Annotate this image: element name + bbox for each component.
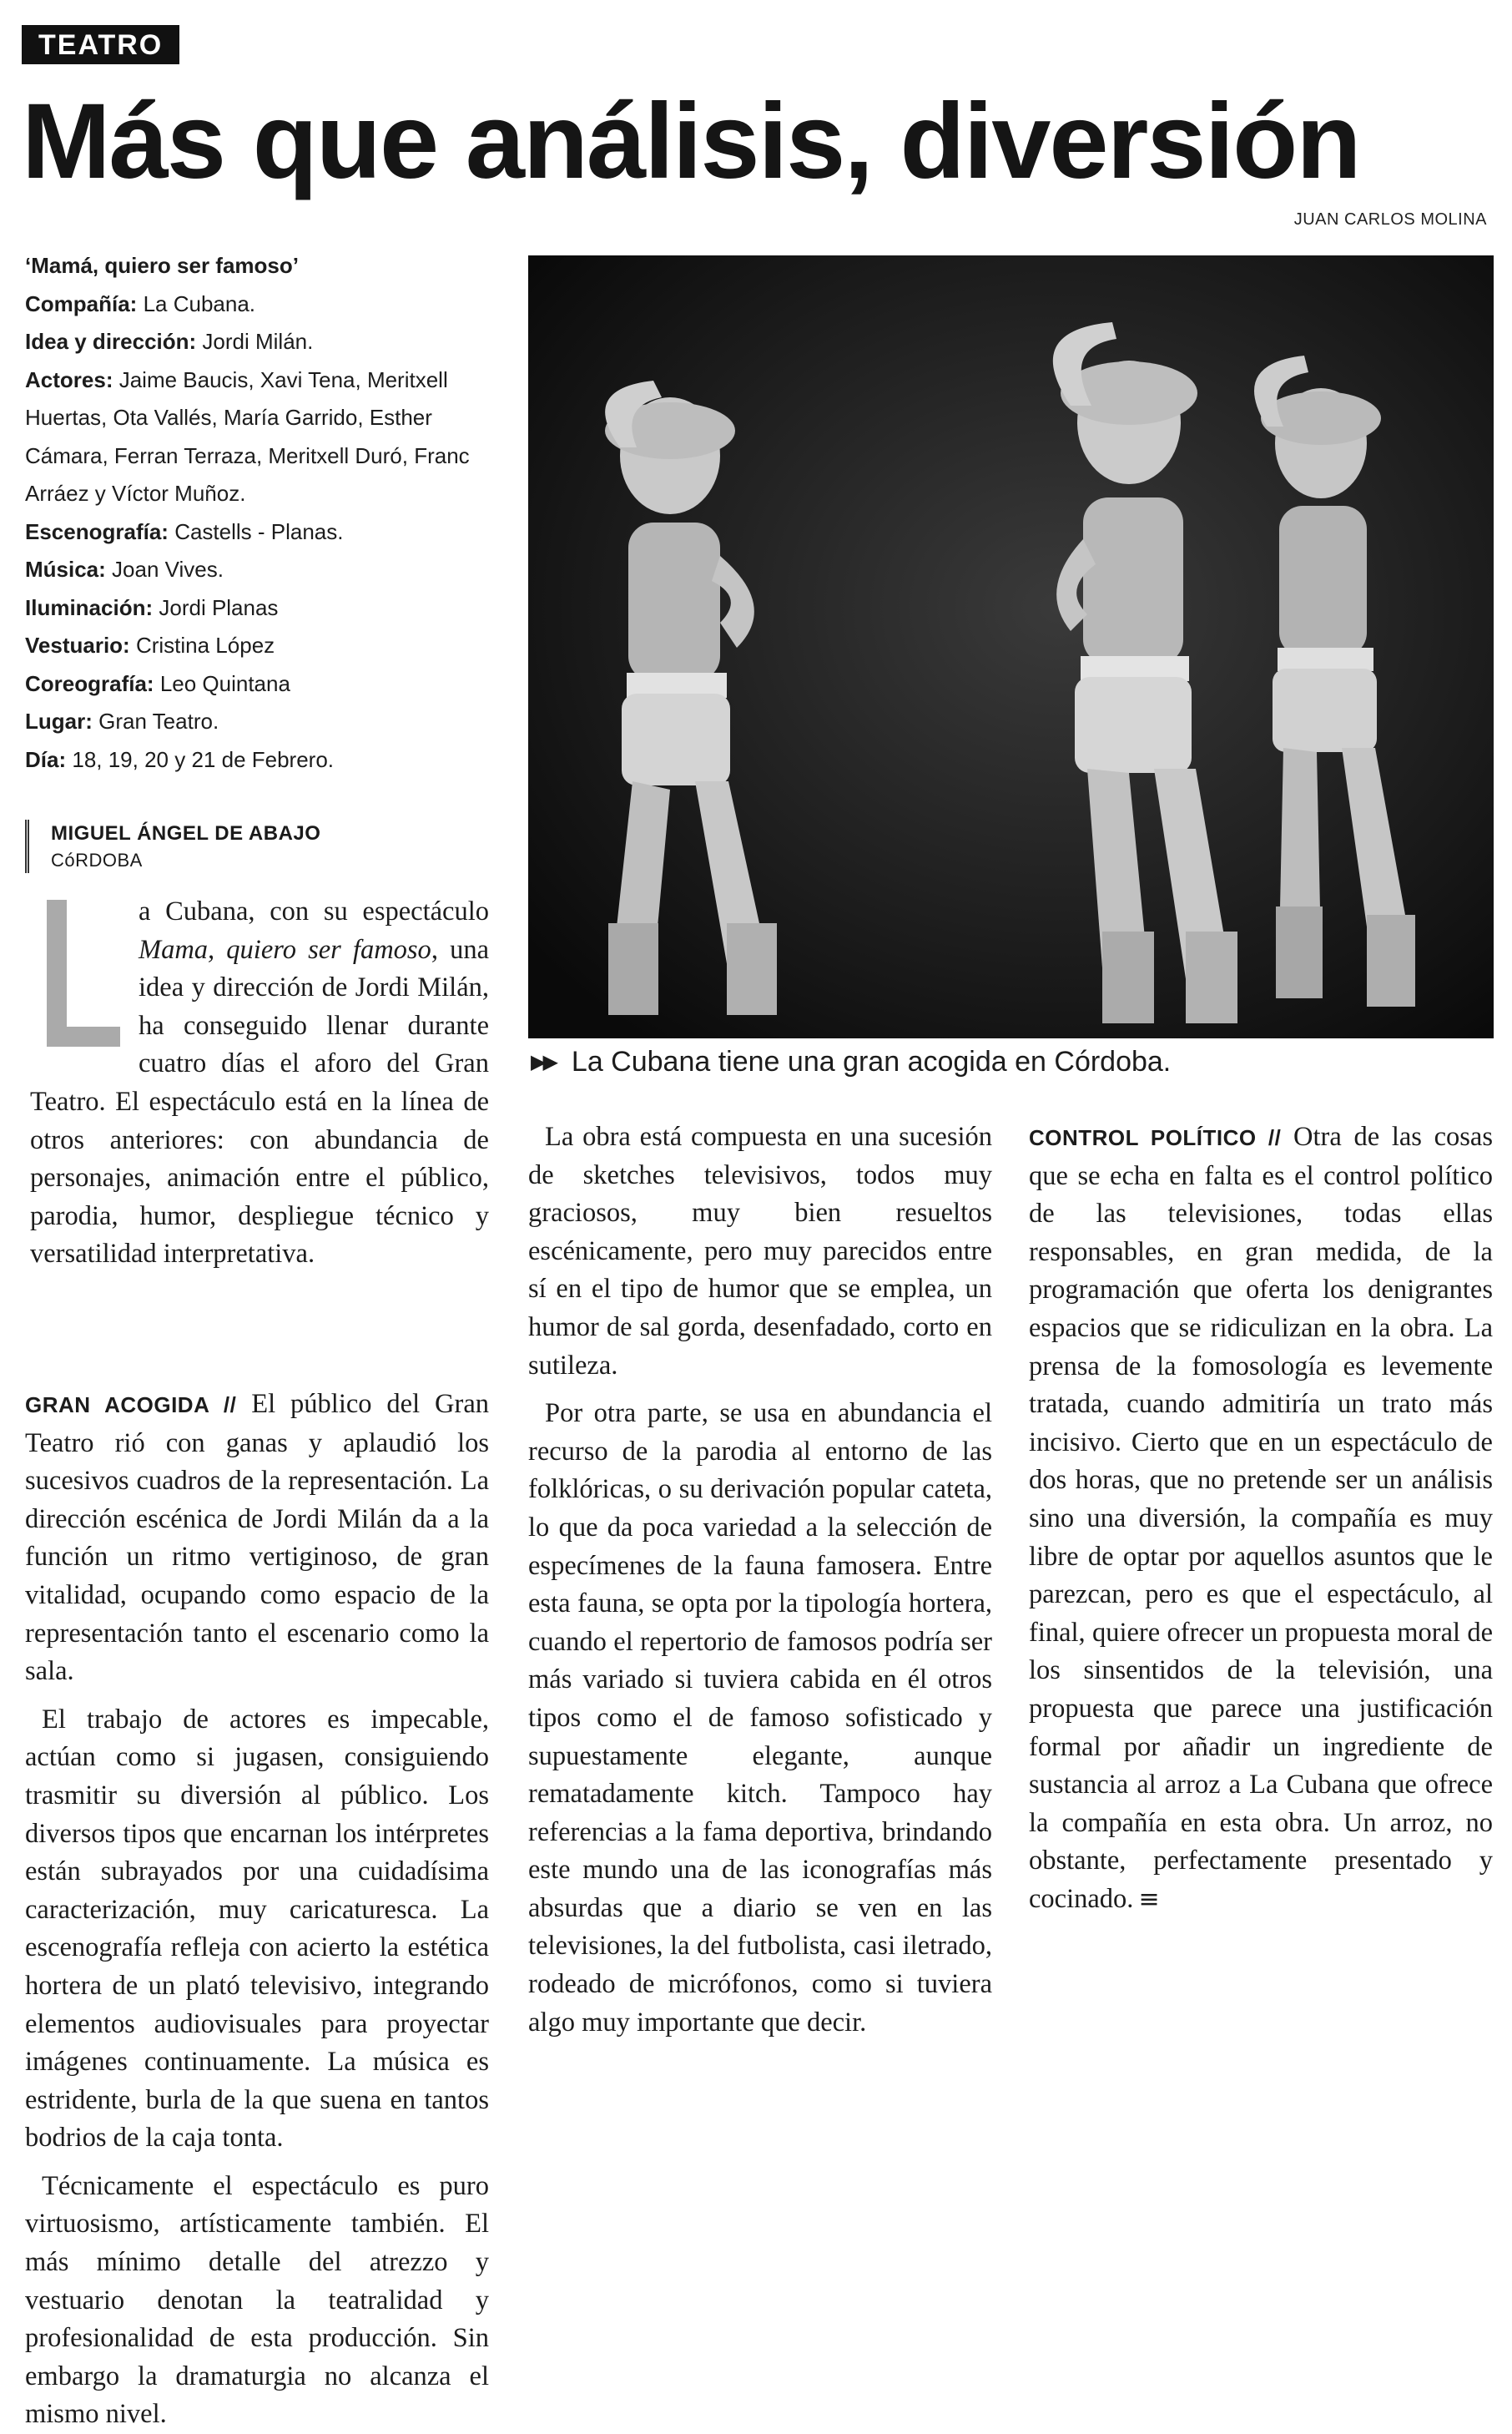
fact-sheet-label: Actores:: [25, 366, 113, 392]
headline: Más que análisis, diversión: [22, 82, 1360, 201]
photo-credit: JUAN CARLOS MOLINA: [1293, 210, 1487, 229]
paragraph-text: Otra de las cosas que se echa en falta es el control político de las televisiones, todas ellas responsables, en gran medida, de la programación que oferta los denigrantes espacios que se ridiculizan en la obra. La prensa de la fomosología es levemente tratada, cuando admitiría un trato más incisivo. Cierto que en un espectáculo de dos horas, que no pretende ser un análisis sino una diversión, la compañía es muy libre de optar por aquellos asuntos que le parezcan, pero es que el espectáculo, al final, quiere ofrecer un propuesta moral de los sinsentidos de la televisión, una propuesta que parece una justificación formal por añadir un ingrediente de sustancia al arroz a La Cubana que ofrece la compañía en esta obra. Un arroz, no obstante, perfectamente presentado y cocinado.: [1029, 1122, 1493, 1914]
fact-sheet-label: Compañía:: [25, 290, 138, 316]
lead-paragraph: [30, 893, 489, 1274]
byline-city: CóRDOBA: [51, 850, 143, 871]
fact-sheet-value: Jaime Baucis, Xavi Tena, Meritxell Huertas, Ota Vallés, María Garrido, Esther Cámara, Ferran Terraza, Meritxell Duró, Franc Arráez y Víctor Muñoz.: [25, 366, 470, 506]
paragraph-parodia: Por otra parte, se usa en abundancia el recurso de la parodia al entorno de las folklóricas, o su derivación popular cateta, lo que da poca variedad a la selección de especímenes de la fauna famosera. Entre esta fauna, se opta por la tipología hortera, cuando el repertorio de famosos podría ser más variado si tuviera cabida en él otros tipos como el de famoso sofisticado y supuestamente elegante, aunque rematadamente kitch. Tampoco hay referencias a la fama deportiva, brindando este mundo una de las iconografías más absurdas que a diario se ven en las televisiones, la del futbolista, casi iletrado, rodeado de micrófonos, como si tuviera algo muy importante que decir.: [528, 1398, 992, 2038]
caption-text: La Cubana tiene una gran acogida en Córdoba.: [571, 1046, 1172, 1078]
fact-sheet-label: Iluminación:: [25, 594, 154, 620]
fact-sheet-row: [25, 741, 492, 780]
fact-sheet: [25, 247, 492, 779]
fact-sheet-value: 18, 19, 20 y 21 de Febrero.: [72, 746, 335, 772]
subhead-gran-acogida: GRAN ACOGIDA //: [25, 1392, 237, 1417]
lead-show-title: Mama, quiero ser famoso: [139, 934, 431, 965]
byline-author: MIGUEL ÁNGEL DE ABAJO: [51, 822, 321, 845]
caption-arrows-icon: ▶▶: [531, 1051, 555, 1073]
article-column-2: [528, 1119, 992, 2042]
lead-text-2: , una idea y dirección de Jordi Milán, ha conseguido llenar durante cuatro días el aforo del Gran Teatro. El espectáculo está en la línea de otros anteriores: con abundancia de personajes, animación entre el público, parodia, humor, despliegue técnico y versatilidad interpretativa.: [30, 934, 489, 1270]
fact-sheet-label: Vestuario:: [25, 633, 130, 658]
fact-sheet-row: [25, 361, 492, 513]
fact-sheet-value: Leo Quintana: [159, 670, 290, 696]
fact-sheet-value: La Cubana.: [143, 290, 256, 316]
stage-photo: [528, 255, 1494, 1038]
fact-sheet-label: Lugar:: [25, 709, 93, 734]
fact-sheet-value: Jordi Milán.: [202, 329, 314, 354]
fact-sheet-row: [25, 703, 492, 741]
fact-sheet-label: Música:: [25, 557, 106, 582]
lead-text-1: a Cubana, con su espectáculo: [139, 896, 489, 927]
fact-sheet-row: [25, 285, 492, 324]
fact-sheet-value: Cristina López: [135, 633, 275, 658]
paragraph-gran-acogida: [25, 1386, 489, 1691]
fact-sheet-value: Joan Vives.: [112, 557, 224, 582]
fact-sheet-row: [25, 513, 492, 552]
paragraph-control-politico: [1029, 1119, 1493, 1918]
photo-caption: [531, 1043, 1490, 1081]
end-mark-icon: ≡: [1138, 1884, 1160, 1914]
fact-sheet-row: [25, 323, 492, 361]
fact-sheet-row: [25, 589, 492, 628]
byline: [25, 820, 518, 873]
fact-sheet-value: Castells - Planas.: [174, 518, 344, 544]
stage-photo-image: [528, 255, 1494, 1038]
fact-sheet-label: Coreografía:: [25, 670, 154, 696]
article-column-3: [1029, 1119, 1493, 1918]
paragraph-text: El público del Gran Teatro rió con ganas y aplaudió los sucesivos cuadros de la representación. La dirección escénica de Jordi Milán da a la función un ritmo vertiginoso, de gran vitalidad, ocupando como espacio de la representación tanto el escenario como la sala.: [25, 1389, 490, 1687]
fact-sheet-value: Gran Teatro.: [98, 709, 219, 734]
fact-sheet-label: Idea y dirección:: [25, 329, 197, 354]
article-column-1-bottom: [25, 1386, 489, 2434]
fact-sheet-title: ‘Mamá, quiero ser famoso’: [25, 253, 299, 278]
section-tag: TEATRO: [22, 25, 179, 64]
subhead-control-politico: CONTROL POLÍTICO //: [1029, 1125, 1282, 1150]
paragraph-obra: La obra está compuesta en una sucesión de sketches televisivos, todos muy graciosos, muy bien resueltos escénicamente, pero muy parecidos entre sí en el tipo de humor que se emplea, un humor de sal gorda, desenfadado, corto en sutileza.: [528, 1122, 992, 1381]
paragraph-actores: El trabajo de actores es impecable, actúan como si jugasen, consiguiendo trasmitir su diversión al público. Los diversos tipos que encarnan los intérpretes están subrayados por una cuidadísima caracterización, muy caricaturesca. La escenografía refleja con acierto la estética hortera de un plató televisivo, integrando elementos audiovisuales para proyectar imágenes continuamente. La música es estridente, burla de la que suena en tantos bodrios de la caja tonta.: [25, 1704, 489, 2154]
article-column-1-top: [30, 893, 489, 1274]
paragraph-tecnicamente: Técnicamente el espectáculo es puro virtuosismo, artísticamente también. El más mínimo detalle del atrezzo y vestuario denotan la teatralidad y profesionalidad de esta producción. Sin embargo la dramaturgia no alcanza el mismo nivel.: [25, 2170, 489, 2430]
fact-sheet-row: [25, 551, 492, 589]
fact-sheet-row: [25, 627, 492, 665]
dropcap: [30, 900, 123, 1047]
fact-sheet-label: Día:: [25, 746, 67, 772]
fact-sheet-row: [25, 665, 492, 704]
fact-sheet-label: Escenografía:: [25, 518, 169, 544]
fact-sheet-value: Jordi Planas: [159, 594, 279, 620]
